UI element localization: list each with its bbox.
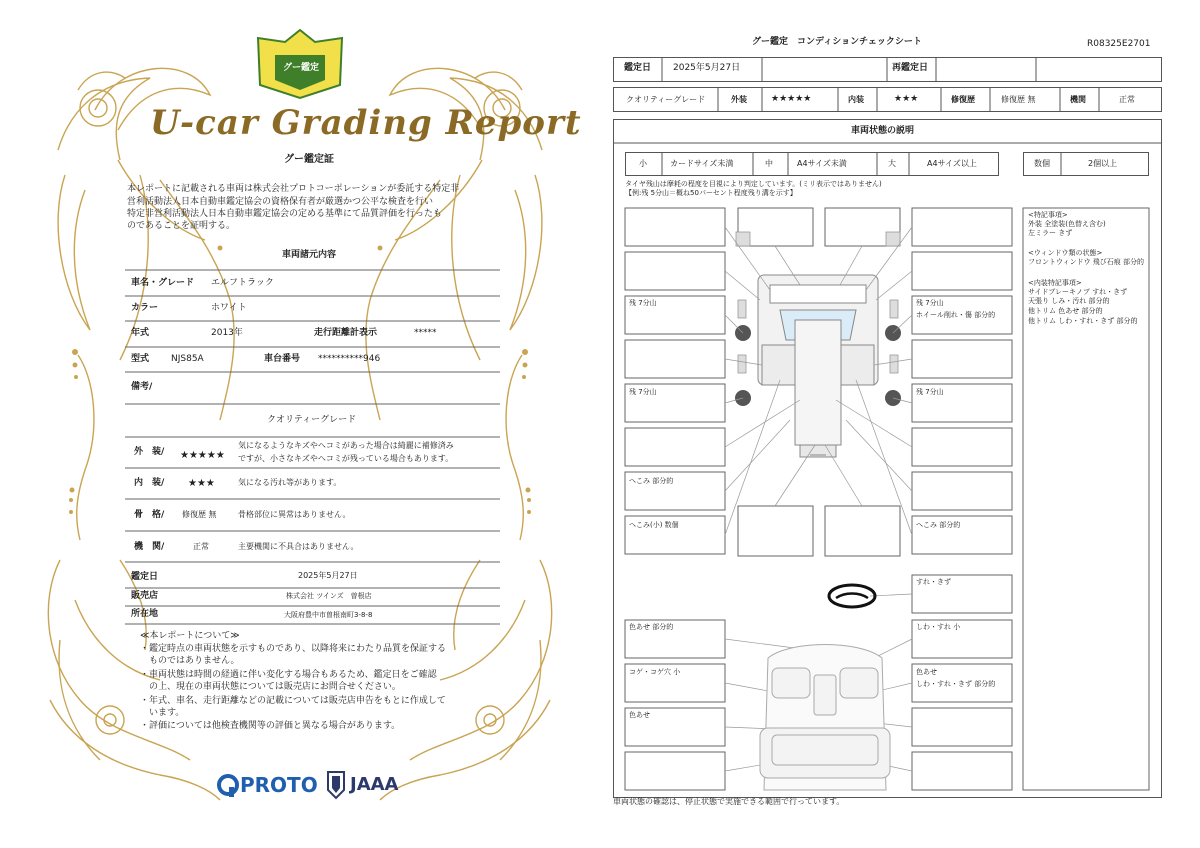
certificate-line-2: 営利活動法人日本自動車鑑定協会の資格保有者が厳選かつ公平な検査を行い [127,197,434,207]
badge-text: グー鑑定 [283,63,320,73]
quality-grade-label: クオリティーグレード [626,95,706,104]
size-small-desc: カードサイズ未満 [670,159,734,168]
note-line-5: ・年式、車名、走行距離などの記載については販売店申告をもとに作成して [140,696,446,706]
special-line-6: フロントウィンドウ 飛び石痕 部分的 [1028,258,1145,266]
spec-mileage-label: 走行距離計表示 [314,328,378,338]
interior-stars: ★★★ [188,478,215,489]
state-title: 車両状態の説明 [851,126,915,136]
frame-label: 骨 格/ [134,510,165,520]
spec-chassis-label: 車台番号 [264,354,301,364]
note-r-wrinkle: しわ・すれ 小 [916,623,961,631]
interior-label: 内 装/ [134,478,165,488]
repair-header: 修復歴 [951,95,975,104]
engine-header: 機関 [1070,95,1086,104]
spec-color-value: ホワイト [211,303,247,313]
note-l-fade: 色あせ 部分的 [629,623,674,631]
size-mid: 中 [765,159,773,168]
note-l-tire-rear: 残 7分山 [629,388,657,396]
exterior-header: 外装 [731,95,747,104]
note-r-fade: 色あせ [916,668,937,676]
note-l-dent-small: へこみ(小) 数個 [629,521,679,529]
note-r-tire-rear: 残 7分山 [916,388,944,396]
note-steer: すれ・きず [916,578,951,586]
exterior-header-stars: ★★★★★ [771,94,812,104]
note-line-4: の上、現在の車両状態については販売店にお問合せください。 [140,682,401,692]
date-label: 鑑定日 [624,63,652,73]
special-line-5: <ウィンドウ類の状態> [1028,249,1103,257]
steering-wheel-icon [829,585,875,607]
engine-value: 正常 [193,542,209,551]
certificate-line-1: 本レポートに記載される車両は株式会社プロトコーポレーションが委託する特定非 [127,184,460,194]
engine-label: 機 関/ [134,542,165,552]
spec-title: 車両諸元内容 [282,250,337,260]
script-title: U-car Grading Report [150,103,582,143]
note-l-tire-front: 残 7分山 [629,299,657,307]
address-label: 所在地 [131,609,159,619]
spec-mileage-value: ***** [414,328,437,338]
reappraisal-label: 再鑑定日 [892,63,929,73]
sheet-footer: 車両状態の確認は、停止状態で実施できる範囲で行っています。 [613,797,845,806]
special-line-10: 天張り しみ・汚れ 部分的 [1028,297,1110,305]
special-line-1: <特記事項> [1028,211,1068,219]
special-line-12: 他トリム しわ・すれ・きず 部分的 [1028,317,1138,325]
note-line-7: ・評価については他検査機関等の評価と異なる場合があります。 [140,721,401,731]
note-l-fade-2: 色あせ [629,711,650,719]
notes-title: ≪本レポートについて≫ [140,631,240,641]
appraisal-date-label: 鑑定日 [131,572,159,582]
sheet-title: グー鑑定 コンディションチェックシート [752,37,922,47]
frame-value: 修復歴 無 [182,510,217,519]
date-value: 2025年5月27日 [673,63,741,73]
spec-name-label: 車名・グレード [131,278,195,288]
special-line-11: 他トリム 色あせ 部分的 [1028,307,1103,315]
exterior-desc-2: ですが、小さなキズやヘコミが残っている場合もあります。 [238,454,454,463]
note-r-fade-2: しわ・すれ・きず 部分的 [916,680,996,688]
size-large-desc: A4サイズ以上 [927,159,977,168]
spec-chassis-value: **********946 [318,354,381,364]
interior-header: 内装 [848,95,864,104]
tire-note-2: 【例:残 5分山＝概ね50パーセント程度残り溝を示す】 [625,189,797,197]
note-line-2: ものではありません。 [140,656,240,666]
report-id: R08325E2701 [1087,39,1151,49]
note-line-3: ・車両状態は時間の経過に伴い変化する場合もあるため、鑑定日をご確認 [140,670,437,680]
spec-year-value: 2013年 [211,328,243,338]
engine-desc: 主要機関に不具合はありません。 [238,542,359,551]
proto-logo-text: PROTO [240,773,318,797]
count-desc: 2個以上 [1088,159,1118,168]
note-l-burn: コゲ・コゲ穴 小 [629,668,681,676]
spec-model-label: 型式 [131,354,150,364]
spec-year-label: 年式 [131,328,150,338]
note-l-dent: へこみ 部分的 [629,477,674,485]
count-label: 数個 [1034,159,1050,168]
spec-model-value: NJS85A [171,354,204,364]
spec-name-value: エルフトラック [211,278,274,288]
shop-label: 販売店 [131,591,159,601]
certificate-line-4: のであることを証明する。 [127,221,236,231]
note-r-tire-front: 残 7分山 [916,299,944,307]
shop-value: 株式会社 ツインズ 曽根店 [286,592,372,600]
exterior-desc-1: 気になるようなキズやヘコミがあった場合は綺麗に補修済み [238,441,454,450]
certificate-title: グー鑑定証 [284,154,334,165]
note-line-6: います。 [140,708,185,718]
engine-header-value: 正常 [1119,95,1135,104]
note-line-1: ・鑑定時点の車両状態を示すものであり、以降将来にわたり品質を保証する [140,644,447,654]
quality-title: クオリティーグレード [267,415,357,425]
interior-header-stars: ★★★ [894,94,919,104]
special-line-9: サイドブレーキノブ すれ・きず [1028,288,1128,296]
spec-remarks-label: 備考/ [131,382,153,392]
note-r-wheel: ホイール削れ・傷 部分的 [916,311,996,319]
jaaa-logo-text: JAAA [350,774,399,795]
spec-color-label: カラー [131,303,159,313]
size-large: 大 [888,159,896,168]
exterior-label: 外 装/ [134,447,165,457]
frame-desc: 骨格部位に異常はありません。 [238,510,351,519]
certificate-line-3: 特定非営利活動法人日本自動車鑑定協会の定める基準にて品質評価を行ったも [127,209,443,219]
note-r-dent: へこみ 部分的 [916,521,961,529]
address-value: 大阪府豊中市曽根南町3-8-8 [284,611,373,619]
appraisal-date-value: 2025年5月27日 [298,571,358,580]
exterior-stars: ★★★★★ [180,450,225,461]
repair-header-value: 修復歴 無 [1001,95,1036,104]
special-line-3: 左ミラー きず [1028,229,1073,237]
size-small: 小 [639,159,647,168]
size-mid-desc: A4サイズ未満 [797,159,847,168]
tire-note-1: タイヤ残山は摩耗の程度を目視により判定しています。(ミリ表示ではありません) [625,180,882,188]
interior-desc: 気になる汚れ等があります。 [238,478,342,487]
special-line-2: 外装 全塗装(色替え含む) [1028,220,1106,228]
special-line-8: <内装特記事項> [1028,279,1082,287]
